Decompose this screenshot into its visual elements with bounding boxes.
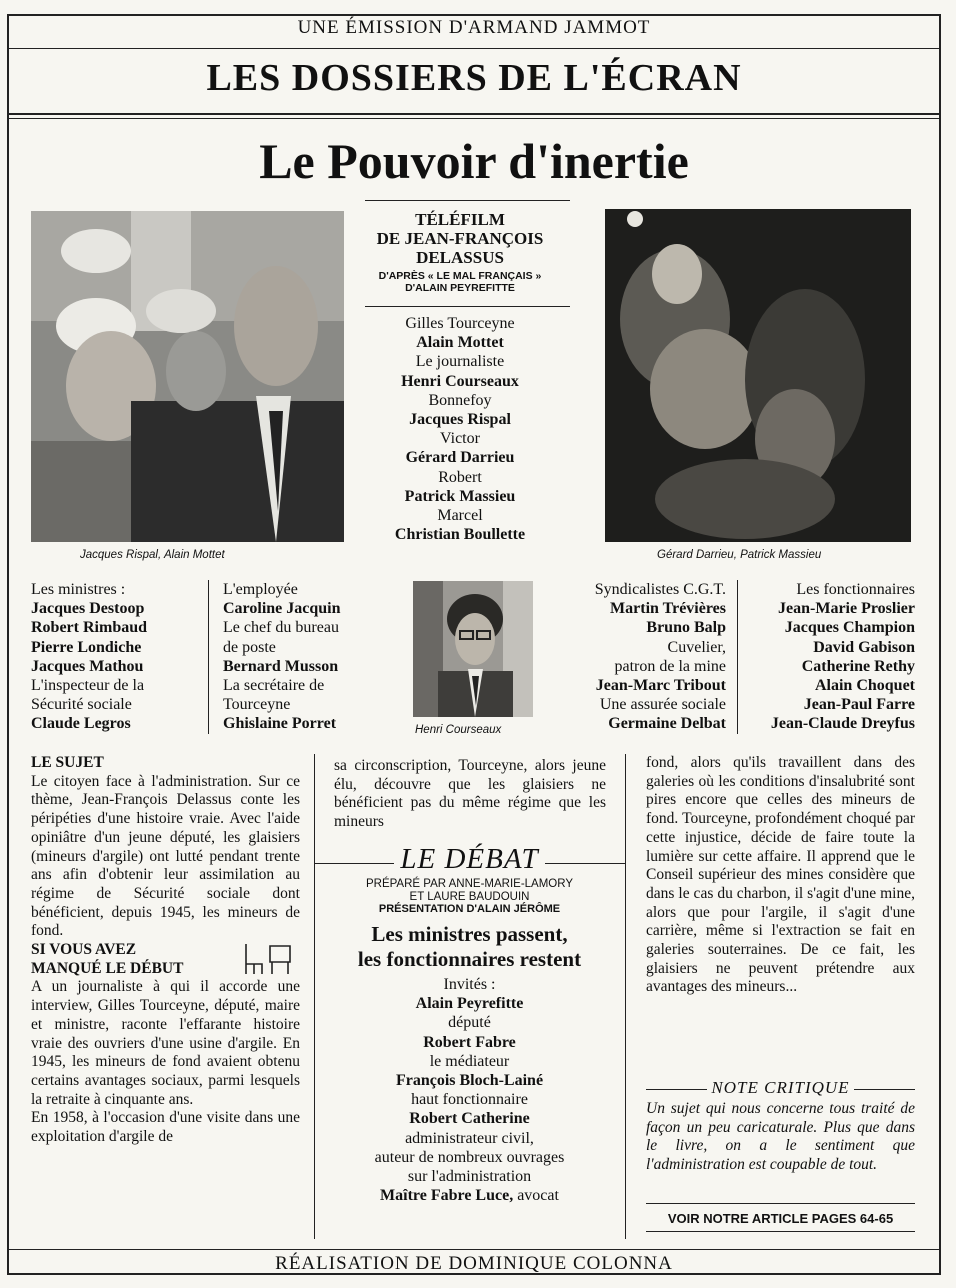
manque-heading-line1: SI VOUS AVEZ	[31, 941, 137, 959]
cast-role: Bonnefoy	[428, 391, 492, 409]
series-title: LES DOSSIERS DE L'ÉCRAN	[206, 57, 742, 99]
guest-line: administrateur civil,	[405, 1129, 534, 1147]
column-rule-right	[625, 754, 626, 1239]
cast-line: Tourceyne	[223, 696, 291, 714]
guest-last-name: Maître Fabre Luce,	[380, 1187, 514, 1205]
cast-line: Robert Rimbaud	[31, 619, 148, 637]
cast-line: L'employée	[223, 581, 298, 598]
article-rule-bottom	[646, 1231, 915, 1232]
cast-line: Jean-Marie Proslier	[778, 600, 915, 618]
note-title: NOTE CRITIQUE	[707, 1078, 853, 1097]
article-reference: VOIR NOTRE ARTICLE PAGES 64-65	[667, 1211, 894, 1226]
cast-line: Une assurée sociale	[599, 696, 726, 714]
guest-line-last	[318, 1186, 621, 1205]
article-right-column: fond, alors qu'ils travaillent dans des galeries où les conditions d'insalubrité sont pires encore que celles des mineurs de fond. Tourceyne, profondément choqué par cette injustice, décide de faire toute la lumière sur cette affaire. Il apprend que le Conseil supérieur des mines considère que dans le cas du charbon, il s'agit d'une mine, alors que pour l'argile, il s'agit d'une carrière, même si l'extraction se fait en galeries souterraines. De ce fait, les glaisiers ne peuvent prétendre aux avantages des mineurs...	[646, 754, 915, 996]
guest-line: Robert Catherine	[409, 1110, 530, 1128]
manque-heading-line2: MANQUÉ LE DÉBUT	[31, 959, 184, 977]
article-rule-top	[646, 1203, 915, 1204]
guest-line: François Bloch-Lainé	[395, 1072, 544, 1090]
cast-column-fonctionnaires	[741, 580, 915, 734]
debat-prepare1: PRÉPARÉ PAR ANNE-MARIE-LAMORY	[365, 878, 574, 890]
page-title: Le Pouvoir d'inertie	[259, 133, 689, 189]
guest-line: Robert Fabre	[423, 1033, 516, 1051]
cast-line: Jean-Marc Tribout	[595, 677, 726, 695]
guest-line: haut fonctionnaire	[411, 1091, 528, 1109]
cast-actor: Gérard Darrieu	[405, 449, 515, 467]
debat-guests	[318, 975, 621, 1205]
cast-separator	[737, 580, 738, 734]
cast-line: Martin Trévières	[610, 600, 726, 618]
telefilm-apres2: D'ALAIN PEYREFITTE	[405, 282, 515, 294]
cast-role: Le journaliste	[415, 353, 505, 371]
cast-column-syndicalistes	[545, 580, 726, 734]
cast-line: Syndicalistes C.G.T.	[594, 581, 726, 598]
debat-presentation: PRÉSENTATION D'ALAIN JÉRÔME	[378, 903, 561, 915]
header-divider-thin	[7, 118, 941, 119]
cast-line: Ghislaine Porret	[223, 715, 337, 733]
cast-line: Le chef du bureau	[223, 619, 339, 637]
debat-headline1: Les ministres passent,	[371, 922, 568, 946]
manque-text-2: En 1958, à l'occasion d'une visite dans une exploitation d'argile de	[31, 1109, 300, 1146]
cast-line: de poste	[223, 638, 276, 656]
caption-left: Jacques Rispal, Alain Mottet	[80, 549, 225, 561]
manque-block	[31, 941, 300, 978]
photo-darrieu-massieu	[605, 209, 911, 542]
sujet-text: Le citoyen face à l'administration. Sur ce thème, Jean-François Delassus conte les péripéties d'une histoire vraie. Avec l'aide opiniâtre d'un jeune député, les glaisiers (mineurs d'argile) ont lutté pendant trente ans afin d'obtenir leur assimilation au régime de Sécurité sociale dont bénéficient, depuis 1945, les mineurs de fond.	[31, 772, 300, 940]
cast-actor: Patrick Massieu	[404, 487, 516, 505]
footer-divider	[7, 1249, 941, 1250]
header-divider-thick	[7, 113, 941, 115]
guest-line: député	[448, 1014, 491, 1032]
guest-last-role: avocat	[517, 1187, 559, 1205]
cast-line: Caroline Jacquin	[223, 600, 341, 618]
cast-separator	[208, 580, 209, 734]
cast-role: Gilles Tourceyne	[405, 315, 515, 332]
debat-prepare2: ET LAURE BAUDOUIN	[409, 890, 530, 903]
cast-line: Les fonctionnaires	[796, 581, 915, 598]
cast-line: Pierre Londiche	[31, 638, 142, 656]
caption-middle: Henri Courseaux	[415, 724, 502, 736]
photo-rispal-mottet	[31, 211, 344, 542]
cast-column-employes	[223, 580, 388, 734]
debat-invites: Invités :	[443, 976, 496, 993]
cast-line: Sécurité sociale	[31, 696, 132, 714]
cast-line: Jacques Destoop	[31, 600, 145, 618]
cast-line: patron de la mine	[614, 657, 726, 675]
caption-right: Gérard Darrieu, Patrick Massieu	[657, 549, 822, 561]
article-left-column	[31, 754, 300, 1147]
telefilm-line3: DELASSUS	[416, 248, 504, 267]
manque-text-1: A un journaliste à qui il accorde une interview, Gilles Tourceyne, député, maire et ministre, raconte l'effarante histoire vraie des ouvriers d'une usine d'argile. En 1945, les mineurs de fond avaient obtenu certains avantages sociaux, parmi lesquels la retraite à cinquante ans.	[31, 978, 300, 1108]
credits-top-rule	[365, 200, 570, 201]
note-text: Un sujet qui nous concerne tous traité de façon un peu caricaturale. Plus que dans le livre, on a le sentiment que l'administration est coupable de tout.	[646, 1100, 915, 1174]
cast-column-ministres	[31, 580, 206, 734]
telefilm-apres1: D'APRÈS « LE MAL FRANÇAIS »	[378, 270, 542, 282]
realisation-credit: RÉALISATION DE DOMINIQUE COLONNA	[275, 1253, 673, 1274]
cast-role: Victor	[440, 430, 480, 448]
cast-line: Les ministres :	[31, 581, 126, 598]
guest-line: sur l'administration	[407, 1168, 532, 1186]
cast-actor: Alain Mottet	[416, 334, 504, 352]
cast-line: Jacques Mathou	[31, 657, 144, 675]
credits-bottom-rule	[365, 306, 570, 307]
cast-line: Claude Legros	[31, 715, 131, 733]
telefilm-line2: DE JEAN-FRANÇOIS	[376, 229, 544, 248]
cast-role: Robert	[438, 468, 482, 486]
sujet-heading: LE SUJET	[31, 754, 104, 771]
cast-actor: Henri Courseaux	[401, 372, 519, 390]
cast-line: Jean-Claude Dreyfus	[770, 715, 915, 733]
guest-line: le médiateur	[429, 1052, 510, 1070]
cast-line: Jean-Paul Farre	[803, 696, 915, 714]
header-divider	[7, 48, 941, 49]
article-middle-column: sa circonscription, Tourceyne, alors jeune élu, découvre que les glaisiers ne bénéficient pas du même régime que les mineurs	[334, 757, 606, 831]
cast-line: Bernard Musson	[223, 657, 339, 675]
cast-line: David Gabison	[813, 638, 915, 656]
guest-line: auteur de nombreux ouvrages	[374, 1148, 565, 1166]
telefilm-line1: TÉLÉFILM	[415, 210, 505, 229]
cast-actor: Christian Boullette	[394, 526, 526, 544]
guest-line: Alain Peyrefitte	[415, 995, 524, 1013]
column-rule-left	[314, 754, 315, 1239]
cast-role: Marcel	[437, 507, 483, 525]
cast-line: Bruno Balp	[646, 619, 726, 637]
chairs-icon	[242, 942, 298, 982]
cast-line: Cuvelier,	[667, 638, 726, 656]
debat-title: LE DÉBAT	[394, 843, 544, 876]
main-cast	[347, 314, 573, 544]
telefilm-credits	[347, 210, 573, 294]
cast-actor: Jacques Rispal	[409, 411, 511, 429]
emission-credit: UNE ÉMISSION D'ARMAND JAMMOT	[297, 17, 651, 38]
cast-line: Jacques Champion	[784, 619, 915, 637]
photo-courseaux	[413, 581, 533, 717]
cast-line: L'inspecteur de la	[31, 677, 145, 695]
debat-headline2: les fonctionnaires restent	[357, 947, 582, 971]
cast-line: Catherine Rethy	[801, 657, 915, 675]
debat-box	[318, 843, 621, 1205]
note-title-wrap	[646, 1078, 915, 1098]
cast-line: Alain Choquet	[814, 677, 915, 695]
cast-line: Germaine Delbat	[608, 715, 726, 733]
cast-line: La secrétaire de	[223, 677, 325, 695]
